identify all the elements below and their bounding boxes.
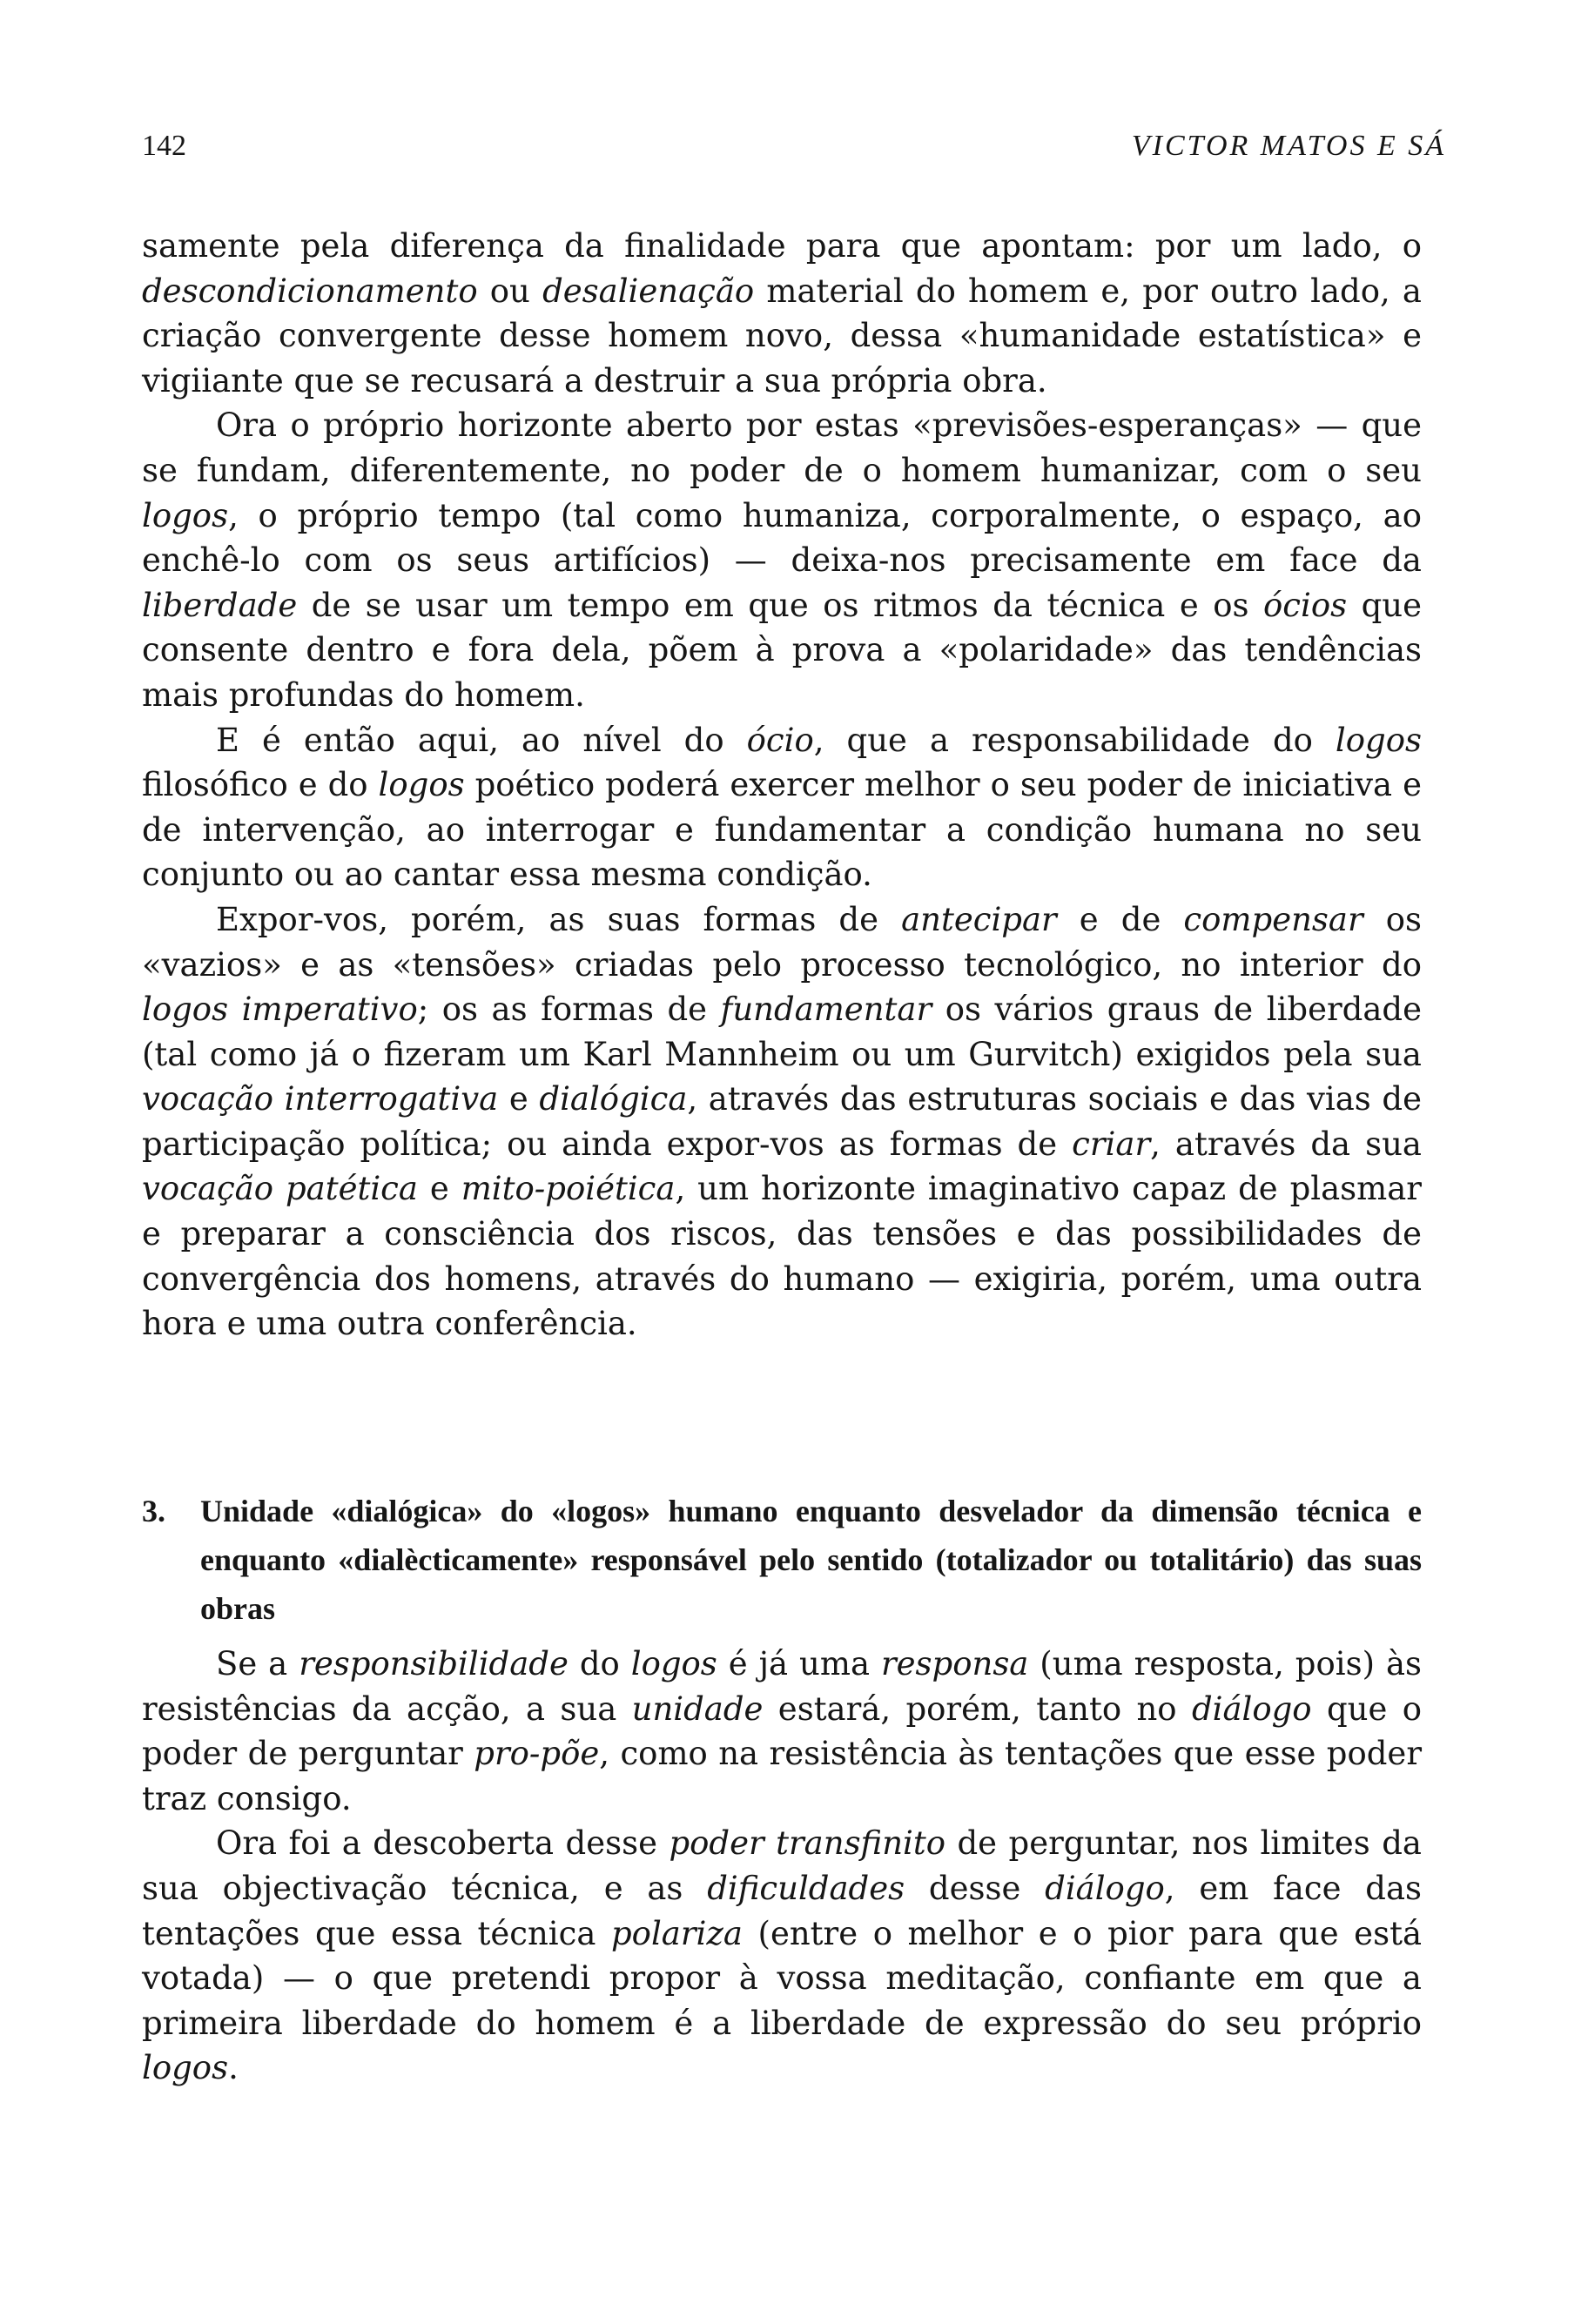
text-run: de perguntar, nos limites da sua objectivação técnica, e as	[142, 1824, 1422, 1907]
italic-text-run: diálogo	[1191, 1689, 1312, 1728]
text-run: que o poder de perguntar	[142, 1689, 1422, 1773]
italic-text-run: logos	[142, 2049, 229, 2087]
text-run: ou	[477, 272, 543, 310]
italic-text-run: poder transfinito	[669, 1824, 946, 1863]
text-run: e	[417, 1170, 461, 1208]
text-run: .	[228, 2049, 239, 2087]
italic-text-run: ócio	[746, 721, 814, 759]
text-run: filosófico e do	[142, 766, 379, 804]
text-run: (entre o melhor e o pior para que está votada) — o que pretendi propor à vossa meditação, confiante em que a primeira liberdade do homem é a liberdade de expressão do seu próprio	[142, 1914, 1422, 2042]
paragraph	[142, 897, 1422, 1347]
page-number: 142	[142, 130, 186, 162]
paragraph	[142, 224, 1422, 403]
italic-text-run: vocação interrogativa	[142, 1080, 499, 1118]
text-run: e	[498, 1080, 540, 1118]
section-heading	[142, 1487, 1422, 1633]
paragraph	[142, 403, 1422, 717]
italic-text-run: logos	[630, 1645, 717, 1683]
text-run: Se a	[216, 1645, 299, 1683]
text-run: os «vazios» e as «tensões» criadas pelo processo tecnológico, no interior do	[142, 900, 1422, 984]
italic-text-run: responsibilidade	[299, 1645, 569, 1683]
running-header	[142, 127, 1446, 165]
text-run: (uma resposta, pois) às resistências da acção, a sua	[142, 1645, 1423, 1728]
section-title: Unidade «dialógica» do «logos» humano enquanto desvelador da dimensão técnica e enquanto «dialècticamente» responsável pelo sentido (totalizador ou totalitário) das suas obras	[200, 1494, 1422, 1626]
text-run: E é então aqui, ao nível do	[216, 721, 747, 759]
italic-text-run: antecipar	[901, 900, 1057, 938]
text-run: , através das estruturas sociais e das vias de participação política; ou ainda expor-vos as formas de	[142, 1080, 1422, 1163]
italic-text-run: logos	[1335, 721, 1422, 759]
text-run: poético poderá exercer melhor o seu poder de iniciativa e de intervenção, ao interrogar e fundamentar a condição humana no seu conjunto ou ao cantar essa mesma condição.	[142, 766, 1422, 894]
italic-text-run: compensar	[1183, 900, 1363, 938]
body-text-upper	[142, 224, 1422, 1347]
text-run: Ora foi a descoberta desse	[216, 1824, 670, 1863]
text-run: , que a responsabilidade do	[813, 721, 1336, 759]
italic-text-run: vocação patética	[142, 1170, 418, 1208]
text-run: , um horizonte imaginativo capaz de plasmar e preparar a consciência dos riscos, das tensões e das possibilidades de convergência dos homens, através do humano — exigiria, porém, uma outra hora e uma outra conferência.	[142, 1170, 1422, 1343]
text-run: , através da sua	[1150, 1125, 1422, 1163]
text-run: estará, porém, tanto no	[763, 1689, 1192, 1728]
text-run: , em face das tentações que essa técnica	[142, 1869, 1422, 1952]
italic-text-run: logos	[378, 766, 465, 804]
text-run: desse	[905, 1869, 1046, 1907]
text-run: do	[568, 1645, 631, 1683]
italic-text-run: diálogo	[1045, 1869, 1165, 1907]
italic-text-run: liberdade	[142, 586, 298, 624]
paragraph	[142, 718, 1422, 897]
italic-text-run: fundamentar	[720, 991, 932, 1029]
body-text-lower	[142, 1642, 1422, 2091]
italic-text-run: logos imperativo	[142, 991, 418, 1029]
italic-text-run: unidade	[631, 1689, 764, 1728]
italic-text-run: dificuldades	[707, 1869, 905, 1907]
italic-text-run: responsa	[880, 1645, 1029, 1683]
text-run: material do homem e, por outro lado, a criação convergente desse homem novo, dessa «humanidade estatística» e vigiiante que se recusará a destruir a sua própria obra.	[142, 272, 1422, 400]
text-run: , o próprio tempo (tal como humaniza, corporalmente, o espaço, ao enchê-lo com os seus artifícios) — deixa-nos precisamente em face da	[142, 496, 1422, 580]
running-title: VICTOR MATOS E SÁ	[1131, 130, 1446, 162]
text-run: de se usar um tempo em que os ritmos da técnica e os	[297, 586, 1263, 624]
italic-text-run: descondicionamento	[142, 272, 478, 310]
paragraph	[142, 1821, 1422, 2091]
text-run: , como na resistência às tentações que esse poder traz consigo.	[142, 1735, 1423, 1817]
italic-text-run: pro-põe	[474, 1735, 600, 1773]
italic-text-run: logos	[142, 496, 229, 534]
italic-text-run: dialógica	[539, 1080, 688, 1118]
paragraph	[142, 1642, 1422, 1821]
text-run: é já uma	[717, 1645, 881, 1683]
italic-text-run: criar	[1072, 1125, 1151, 1163]
italic-text-run: polariza	[611, 1914, 743, 1952]
text-run: samente pela diferença da finalidade para que apontam: por um lado, o	[142, 227, 1422, 265]
italic-text-run: desalienação	[542, 272, 755, 310]
text-run: os vários graus de liberdade (tal como já o fizeram um Karl Mannheim ou um Gurvitch) exigidos pela sua	[142, 991, 1422, 1073]
text-run: Expor-vos, porém, as suas formas de	[216, 900, 902, 938]
text-run: ; os as formas de	[417, 991, 721, 1029]
italic-text-run: ócios	[1262, 586, 1348, 624]
text-run: que consente dentro e fora dela, põem à prova a «polaridade» das tendências mais profundas do homem.	[142, 586, 1422, 714]
section-number: 3.	[142, 1494, 165, 1528]
text-run: Ora o próprio horizonte aberto por estas «previsões-esperanças» — que se fundam, diferentemente, no poder de o homem humanizar, com o seu	[142, 406, 1422, 489]
text-run: e de	[1056, 900, 1184, 938]
italic-text-run: mito-poiética	[461, 1170, 676, 1208]
